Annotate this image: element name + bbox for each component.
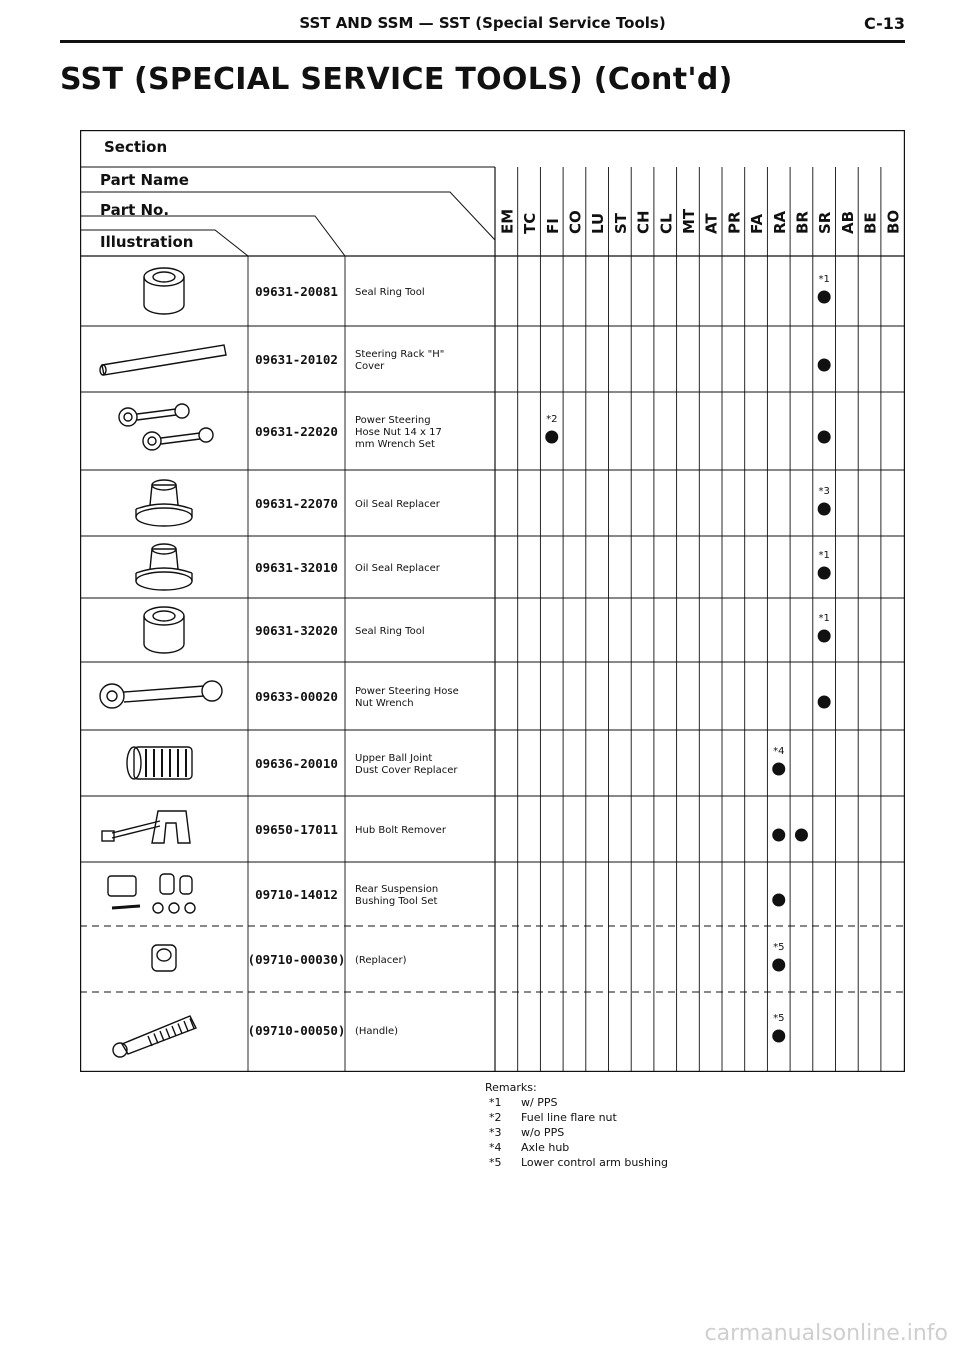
applicability-dot xyxy=(818,359,831,372)
column-at: AT xyxy=(702,213,721,234)
applicability-dot xyxy=(772,959,785,972)
footnote-mark: *3 xyxy=(818,486,830,497)
applicability-dot xyxy=(818,431,831,444)
remark-item xyxy=(485,1125,668,1140)
remarks-block xyxy=(485,1080,668,1170)
part-name: Oil Seal Replacer xyxy=(355,563,440,574)
part-number: 09650-17011 xyxy=(255,822,338,837)
table-row xyxy=(100,681,831,709)
column-fi: FI xyxy=(543,218,562,234)
replacer-icon xyxy=(152,945,176,971)
watermark: carmanualsonline.info xyxy=(704,1321,948,1346)
applicability-dot xyxy=(818,630,831,643)
page-header xyxy=(60,14,905,43)
column-co: CO xyxy=(566,210,585,234)
part-number: 09631-20081 xyxy=(255,284,338,299)
column-st: ST xyxy=(611,212,630,234)
dust-cover-replacer-icon xyxy=(127,747,192,779)
footnote-mark: *4 xyxy=(773,746,785,757)
part-name: mm Wrench Set xyxy=(355,439,435,450)
header-label-part_no: Part No. xyxy=(100,201,170,219)
table-row xyxy=(108,874,785,913)
table-row xyxy=(136,544,831,590)
table-row xyxy=(152,942,785,972)
remark-text: Fuel line flare nut xyxy=(521,1111,617,1124)
footnote-mark: *5 xyxy=(773,942,785,953)
remark-key: *2 xyxy=(489,1111,502,1124)
part-name: Cover xyxy=(355,361,385,372)
column-br: BR xyxy=(793,211,812,234)
part-name: Oil Seal Replacer xyxy=(355,499,440,510)
column-tc: TC xyxy=(521,212,540,234)
bushing-tool-set-icon xyxy=(108,874,195,913)
remark-text: Axle hub xyxy=(521,1141,570,1154)
part-name: Bushing Tool Set xyxy=(355,896,438,907)
applicability-dot xyxy=(795,829,808,842)
part-name: Rear Suspension xyxy=(355,884,439,895)
footnote-mark: *1 xyxy=(818,613,830,624)
applicability-dot xyxy=(772,894,785,907)
remark-item xyxy=(485,1110,668,1125)
table-frame xyxy=(81,131,905,1072)
remarks-title: Remarks: xyxy=(485,1081,537,1094)
part-name: Hose Nut 14 x 17 xyxy=(355,427,442,438)
table-row xyxy=(102,811,808,843)
header-label-illustration: Illustration xyxy=(100,233,194,251)
column-em: EM xyxy=(498,208,517,234)
part-number: 90631-32020 xyxy=(255,623,338,638)
part-name: Dust Cover Replacer xyxy=(355,765,458,776)
column-be: BE xyxy=(861,212,880,234)
part-number: 09631-22020 xyxy=(255,424,338,439)
part-number: 09710-14012 xyxy=(255,887,338,902)
column-fa: FA xyxy=(748,213,767,234)
header-label-section: Section xyxy=(104,138,168,156)
column-ab: AB xyxy=(838,210,857,234)
table-row xyxy=(100,345,831,375)
page-title: SST (SPECIAL SERVICE TOOLS) (Cont'd) xyxy=(60,62,733,97)
part-name: Seal Ring Tool xyxy=(355,287,425,298)
remark-key: *3 xyxy=(489,1126,502,1139)
applicability-dot xyxy=(545,431,558,444)
part-number: 09636-20010 xyxy=(255,756,338,771)
wrench-set-icon xyxy=(119,404,213,450)
header-title: SST AND SSM — SST (Special Service Tools) xyxy=(299,14,666,32)
applicability-dot xyxy=(818,291,831,304)
seal-ring-tool-icon xyxy=(144,607,184,653)
remark-text: w/o PPS xyxy=(521,1126,565,1139)
remark-text: w/ PPS xyxy=(521,1096,558,1109)
remark-item xyxy=(485,1140,668,1155)
footnote-mark: *5 xyxy=(773,1013,785,1024)
part-name: Steering Rack "H" xyxy=(355,349,445,360)
part-name: Nut Wrench xyxy=(355,698,414,709)
remark-item xyxy=(485,1095,668,1110)
remark-key: *1 xyxy=(489,1096,502,1109)
remark-text: Lower control arm bushing xyxy=(521,1156,669,1169)
column-ra: RA xyxy=(770,210,789,234)
applicability-dot xyxy=(818,696,831,709)
table-row xyxy=(113,1013,785,1057)
page-number: C-13 xyxy=(863,14,905,33)
footnote-mark: *1 xyxy=(818,550,830,561)
footnote-mark: *2 xyxy=(546,414,558,425)
column-sr: SR xyxy=(816,211,835,234)
hose-nut-wrench-icon xyxy=(100,681,222,708)
table-row xyxy=(136,480,831,526)
applicability-dot xyxy=(818,503,831,516)
applicability-dot xyxy=(772,829,785,842)
remark-key: *4 xyxy=(489,1141,502,1154)
part-number: 09631-22070 xyxy=(255,496,338,511)
hub-bolt-remover-icon xyxy=(102,811,190,843)
table-row xyxy=(144,607,831,653)
applicability-dot xyxy=(772,1030,785,1043)
oil-seal-replacer-icon xyxy=(136,544,192,590)
part-name: Hub Bolt Remover xyxy=(355,825,446,836)
handle-icon xyxy=(113,1016,196,1057)
column-pr: PR xyxy=(725,211,744,234)
part-name: Power Steering Hose xyxy=(355,686,459,697)
column-mt: MT xyxy=(679,208,698,234)
footnote-mark: *1 xyxy=(818,274,830,285)
part-number: (09710-00050) xyxy=(247,1023,346,1038)
table-row xyxy=(144,268,831,314)
remark-item xyxy=(485,1155,668,1170)
column-cl: CL xyxy=(657,213,676,234)
part-name: (Replacer) xyxy=(355,955,407,966)
steering-rack-cover-icon xyxy=(100,345,226,375)
part-number: 09631-20102 xyxy=(255,352,338,367)
column-ch: CH xyxy=(634,210,653,234)
applicability-dot xyxy=(772,763,785,776)
table-row xyxy=(119,404,831,450)
table-row xyxy=(127,746,785,779)
oil-seal-replacer-icon xyxy=(136,480,192,526)
column-bo: BO xyxy=(884,209,903,234)
part-number: 09631-32010 xyxy=(255,560,338,575)
part-number: (09710-00030) xyxy=(247,952,346,967)
part-number: 09633-00020 xyxy=(255,689,338,704)
remark-key: *5 xyxy=(489,1156,502,1169)
part-name: (Handle) xyxy=(355,1026,399,1037)
column-lu: LU xyxy=(589,212,608,234)
applicability-dot xyxy=(818,567,831,580)
part-name: Seal Ring Tool xyxy=(355,626,425,637)
header-label-part_name: Part Name xyxy=(100,171,189,189)
sst-table xyxy=(80,130,905,1072)
part-name: Power Steering xyxy=(355,415,431,426)
part-name: Upper Ball Joint xyxy=(355,753,433,764)
seal-ring-tool-icon xyxy=(144,268,184,314)
